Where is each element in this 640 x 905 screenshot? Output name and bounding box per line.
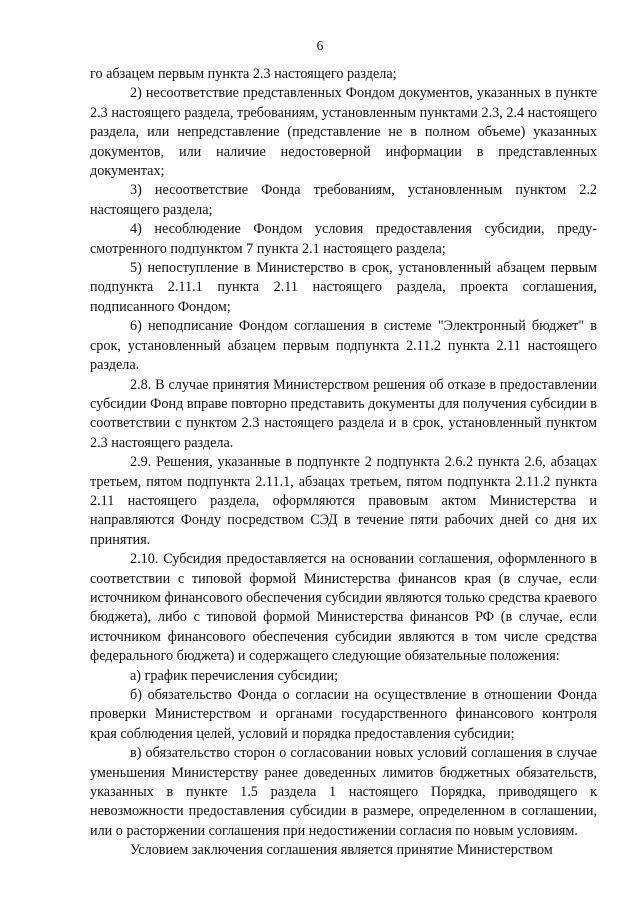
document-body (90, 65, 597, 861)
paragraph-item-5: 5) непоступление в Министерство в срок, установленный абзацем первым подпункта 2.11.1 пункта 2.11 настоящего раздела, проекта соглашения, подписанного Фондом; (90, 260, 597, 315)
page-number: 6 (316, 38, 324, 53)
paragraph-2-9: 2.9. Решения, указанные в подпункте 2 подпункта 2.6.2 пункта 2.6, абзацах третьем, пятом подпункта 2.11.1, абзацах третьем, пятом подпункта 2.11.2 пункта 2.11 настоящего раздела, оформляются правовым актом Министерства и направляются Фонду посредством СЭД в течение пяти рабочих дней со дня их принятия. (90, 454, 597, 548)
paragraph-continuation: го абзацем первым пункта 2.3 настоящего раздела; (90, 66, 397, 82)
paragraph-item-6: 6) неподписание Фондом соглашения в системе "Электронный бюджет" в срок, установленный абзацем первым подпункта 2.11.2 пункта 2.11 настоящего раздела. (90, 318, 597, 374)
paragraph-item-a: а) график перечисления субсидии; (130, 667, 339, 684)
paragraph-2-10: 2.10. Субсидия предоставляется на основании соглашения, оформленного в соответствии с типовой формой Министерства финансов края (в случае, если источником финансового обеспечения субсидии являются только средства краевого бюджета), либо с типовой формой Министерства финансов РФ (в случае, если источником финансового обеспечения субсидии являются в том числе средства федерального бюджета) и содержащего следующие обязательные положения: (90, 551, 597, 665)
paragraph-item-v: в) обязательство сторон о согласовании новых условий соглашения в случае уменьшения Министерству ранее доведенных лимитов бюджетных обязательств, указанных в пункте 1.5 раздела 1 настоящего Порядка, приводящего к невозможности предоставления субсидии в размере, определенном в соглашении, или о расторжении соглашения при недостижении согласия по новым условиям. (90, 745, 597, 839)
paragraph-item-b: б) обязательство Фонда о согласии на осуществление в отношении Фонда проверки Министерством и органами государственного финансового контроля края соблюдения целей, условий и порядка предоставления субсидии; (90, 687, 597, 742)
paragraph-item-2: 2) несоответствие представленных Фондом документов, указанных в пункте 2.3 настоящего раздела, требованиям, установленным пунктами 2.3, 2.4 настоящего раздела, или непредставление (представление не в полном объеме) указанных документов, или наличие недостоверной информации в представленных документах; (90, 85, 597, 180)
paragraph-2-8: 2.8. В случае принятия Министерством решения об отказе в предоставлении субсидии Фонд вправе повторно представить документы для получения субсидии в соответствии с пунктом 2.3 настоящего раздела и в срок, установленный пунктом 2.3 настоящего раздела. (90, 376, 597, 451)
paragraph-item-3: 3) несоответствие Фонда требованиям, установленным пунктом 2.2 настоящего раздела; (90, 182, 597, 218)
paragraph-condition: Условием заключения соглашения является принятие Министерством (130, 842, 553, 859)
paragraph-item-4: 4) несоблюдение Фондом условия предоставления субсидии, предусмотренного подпунктом 7 пункта 2.1 настоящего раздела; (90, 221, 597, 257)
